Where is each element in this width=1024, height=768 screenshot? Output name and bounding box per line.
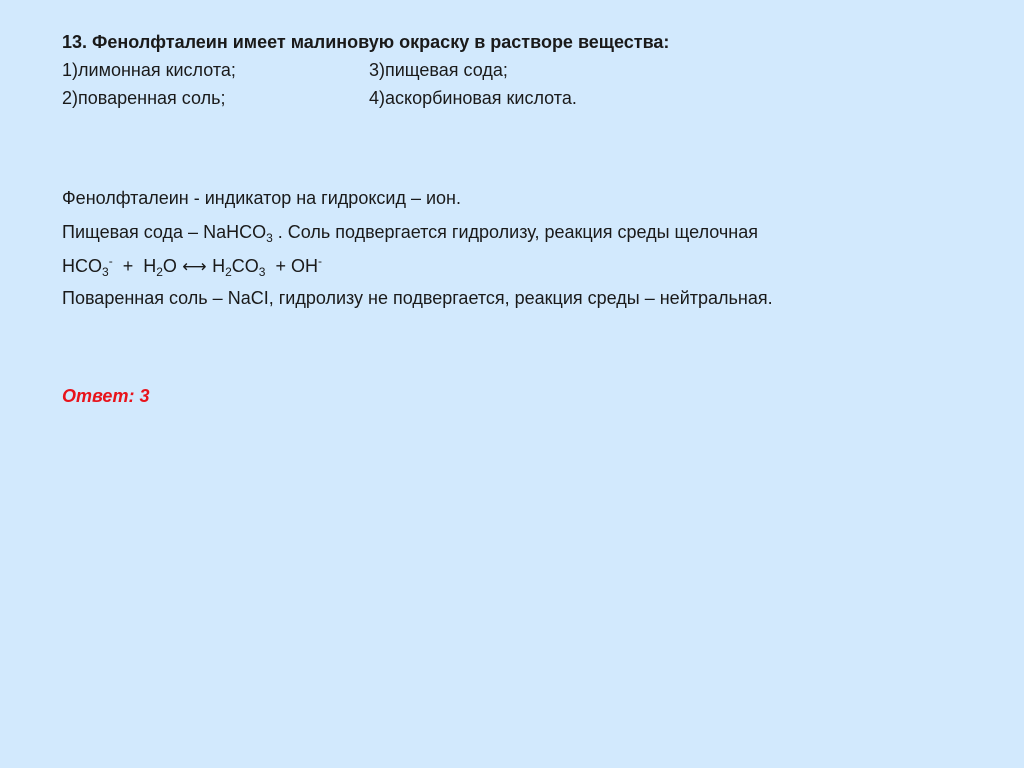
baking-soda-suffix: . Соль подвергается гидролизу, реакция среды щелочная xyxy=(272,222,758,242)
option-1: 1)лимонная кислота; xyxy=(62,60,236,80)
eq-h2o-sub: 2 xyxy=(156,265,163,279)
eq-h2co3-co: CO xyxy=(231,256,259,276)
options-row-2 xyxy=(62,86,682,110)
baking-soda-prefix: Пищевая сода – NaHCO xyxy=(62,222,267,242)
eq-plus-oh: + OH xyxy=(265,256,318,276)
eq-double-arrow-icon: ⟷ xyxy=(176,257,213,277)
explanation-table-salt: Поваренная соль – NaCI, гидролизу не подвергается, реакция среды – нейтральная. xyxy=(62,288,773,308)
eq-h2o-o: O xyxy=(162,256,177,276)
option-3: 3)пищевая сода; xyxy=(369,60,508,80)
eq-hco3-sub: 3 xyxy=(102,265,109,279)
option-2: 2)поваренная соль; xyxy=(62,88,226,108)
eq-hco3-sup: - xyxy=(108,254,113,268)
eq-h2o-h: H xyxy=(143,256,157,276)
eq-hco3: HCO xyxy=(62,256,102,276)
question-title: 13. Фенолфталеин имеет малиновую окраску в растворе вещества: xyxy=(62,32,670,52)
eq-oh-sup: - xyxy=(317,254,322,268)
eq-h2co3-sub2: 3 xyxy=(258,265,266,279)
eq-plus-1: + xyxy=(112,256,144,276)
answer: Ответ: 3 xyxy=(62,386,150,406)
explanation-baking-soda xyxy=(62,220,758,244)
eq-h2co3-sub1: 2 xyxy=(225,265,232,279)
hydrolysis-equation xyxy=(62,254,322,279)
eq-h2co3-h: H xyxy=(212,256,226,276)
options-row-1 xyxy=(62,58,682,82)
option-4: 4)аскорбиновая кислота. xyxy=(369,88,577,108)
explanation-indicator: Фенолфталеин - индикатор на гидроксид – ион. xyxy=(62,188,461,208)
baking-soda-subscript: 3 xyxy=(266,231,273,245)
